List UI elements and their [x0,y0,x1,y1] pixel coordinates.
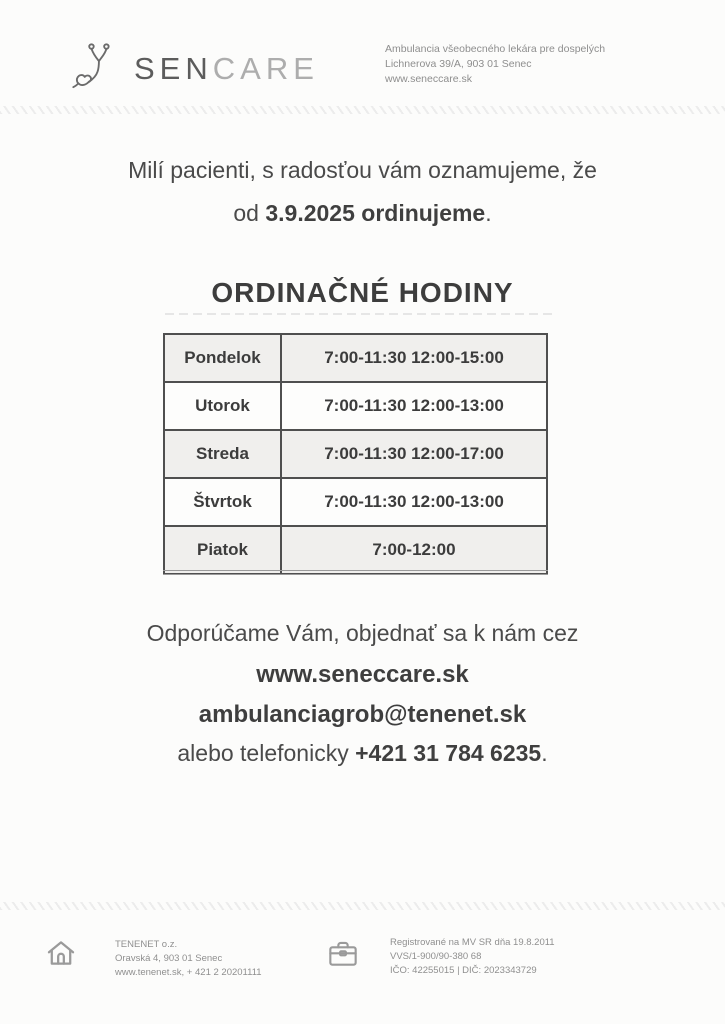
brand-wordmark [134,50,319,86]
home-icon [44,936,78,975]
day-cell: Štvrtok [164,478,281,526]
table-underline-rule [163,574,548,575]
office-hours-title: ORDINAČNÉ HODINY [211,277,514,308]
announcement-text [0,149,725,235]
table-row [164,430,547,478]
scan-artifact-line [165,313,555,315]
day-cell: Utorok [164,382,281,430]
table-underline-rule [163,570,548,571]
footer-org-address: Oravská 4, 903 01 Senec [115,953,223,964]
announcement-line2-suffix: . [485,200,492,226]
footer-registration-date: Registrované na MV SR dňa 19.8.2011 [390,937,555,948]
clinic-type: Ambulancia všeobecného lekára pre dospelých [385,43,606,55]
time-cell: 7:00-11:30 12:00-13:00 [281,478,547,526]
footer-org-name: TENENET o.z. [115,939,178,950]
day-cell: Pondelok [164,334,281,382]
time-cell: 7:00-11:30 12:00-13:00 [281,382,547,430]
booking-website: www.seneccare.sk [256,661,469,688]
phone-line-suffix: . [541,740,548,766]
phone-number: +421 31 784 6235 [355,740,542,766]
clinic-address: Lichnerova 39/A, 903 01 Senec [385,58,532,70]
booking-email: ambulanciagrob@tenenet.sk [198,701,527,728]
table-row [164,334,547,382]
clinic-website: www.seneccare.sk [385,73,472,85]
day-cell: Piatok [164,526,281,574]
brand-wordmark-sen: SEN [134,50,213,86]
footer-registration-number: VVS/1-900/90-380 68 [390,951,482,962]
stethoscope-heart-icon [70,40,126,96]
announcement-line2 [0,192,725,235]
briefcase-icon [327,939,359,974]
brand-wordmark-care: CARE [212,50,319,86]
announcement-start-date: 3.9.2025 ordinujeme [265,200,486,226]
footer-org-contact: www.tenenet.sk, + 421 2 20201111 [115,967,262,978]
time-cell: 7:00-12:00 [281,526,547,574]
time-cell: 7:00-11:30 12:00-17:00 [281,430,547,478]
day-cell: Streda [164,430,281,478]
office-hours-table [163,333,548,575]
scan-crease-top [0,106,725,114]
time-cell: 7:00-11:30 12:00-15:00 [281,334,547,382]
footer-registration-block [390,936,555,978]
table-row [164,478,547,526]
table-row [164,526,547,574]
clinic-logo [70,40,319,96]
booking-phone-line [0,740,725,767]
footer-ico-dic: IČO: 42255015 | DIČ: 2023343729 [390,965,537,976]
table-row [164,382,547,430]
clinic-contact-info [385,42,605,87]
footer-org-block [115,938,262,980]
announcement-line2-prefix: od [233,200,266,226]
booking-recommendation-text: Odporúčame Vám, objednať sa k nám cez [146,620,579,646]
scan-crease-bottom [0,902,725,910]
phone-line-prefix: alebo telefonicky [177,740,356,766]
announcement-line1: Milí pacienti, s radosťou vám oznamujeme, že [128,157,597,183]
